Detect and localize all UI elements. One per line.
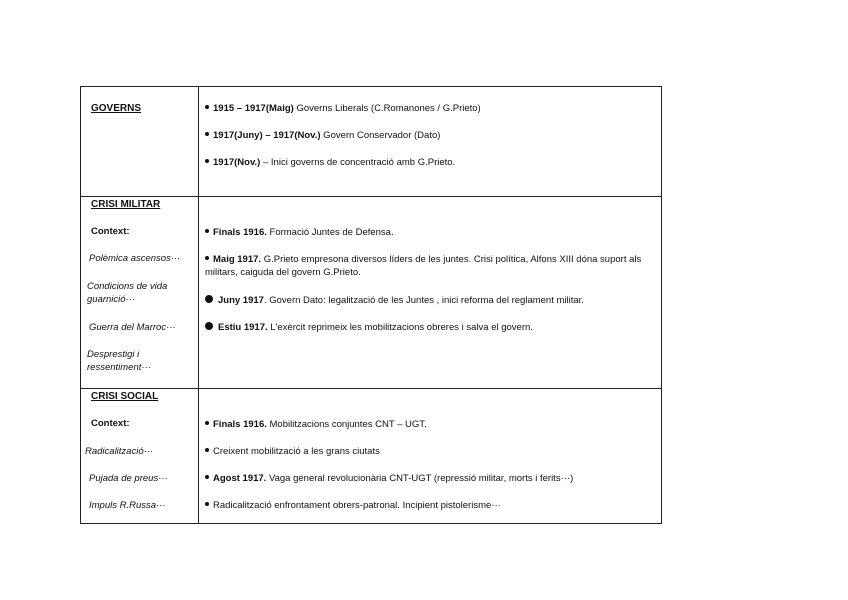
crisi-social-content-cell [199,389,661,523]
crisi-social-item: Agost 1917. Vaga general revolucionària CNT-UGT (repressió militar, morts i ferits···) [205,472,660,485]
bullet-icon [205,295,213,303]
bullet-icon [205,421,209,425]
governs-item: 1917(Juny) – 1917(Nov.) Govern Conservador (Dato) [205,129,660,142]
context-factor: Desprestigi i ressentiment··· [87,349,151,373]
context-factor: Radicalització··· [85,446,154,457]
crisi-social-label-cell [81,389,199,523]
context-factor: Polèmica ascensos··· [89,253,181,264]
row-crisi-social [81,389,661,523]
crisi-militar-item: Finals 1916. Formació Juntes de Defensa. [205,226,660,239]
crisi-militar-item: Estiu 1917. L'exèrcit reprimeix les mobilitzacions obreres i salva el govern. [205,321,660,334]
history-table [80,86,662,524]
bullet-icon [205,256,209,260]
section-title-crisi-social: CRISI SOCIAL [91,391,159,402]
row-crisi-militar [81,197,661,389]
crisi-militar-item: Maig 1917. G.Prieto empresona diversos líders de les juntes. Crisi política, Alfons XIII dóna suport als militars, caiguda del govern G.Prieto. [205,254,642,278]
governs-item: 1917(Nov.) – Inici governs de concentració amb G.Prieto. [205,156,660,169]
context-factor: Pujada de preus··· [89,473,168,484]
bullet-icon [205,322,213,330]
bullet-icon [205,475,209,479]
context-factor: Guerra del Marroc··· [89,322,176,333]
bullet-icon [205,229,209,233]
context-factor: Condicions de vida guarnició··· [87,281,168,305]
crisi-militar-content-cell [199,197,661,388]
governs-label-cell [81,87,199,196]
context-factor: Impuls R.Russa··· [89,500,166,511]
bullet-icon [205,105,209,109]
section-title-governs: GOVERNS [91,103,142,114]
governs-content-cell [199,87,661,196]
crisi-social-item: Radicalització enfrontament obrers-patronal. Incipient pistolerisme··· [205,499,660,512]
crisi-social-item: Finals 1916. Mobilitzacions conjuntes CNT – UGT. [205,418,660,431]
row-governs [81,87,661,197]
governs-item: 1915 – 1917(Maig) Governs Liberals (C.Romanones / G.Prieto) [205,102,660,115]
bullet-icon [205,448,209,452]
crisi-social-item: Creixent mobilització a les grans ciutats [205,445,660,458]
bullet-icon [205,132,209,136]
bullet-icon [205,159,209,163]
context-label: Context: [91,226,130,237]
section-title-crisi-militar: CRISI MILITAR [91,199,161,210]
context-label: Context: [91,418,130,429]
crisi-militar-item: Juny 1917. Govern Dato: legalització de les Juntes , inici reforma del reglament militar. [205,294,660,307]
crisi-militar-label-cell [81,197,199,388]
bullet-icon [205,502,209,506]
